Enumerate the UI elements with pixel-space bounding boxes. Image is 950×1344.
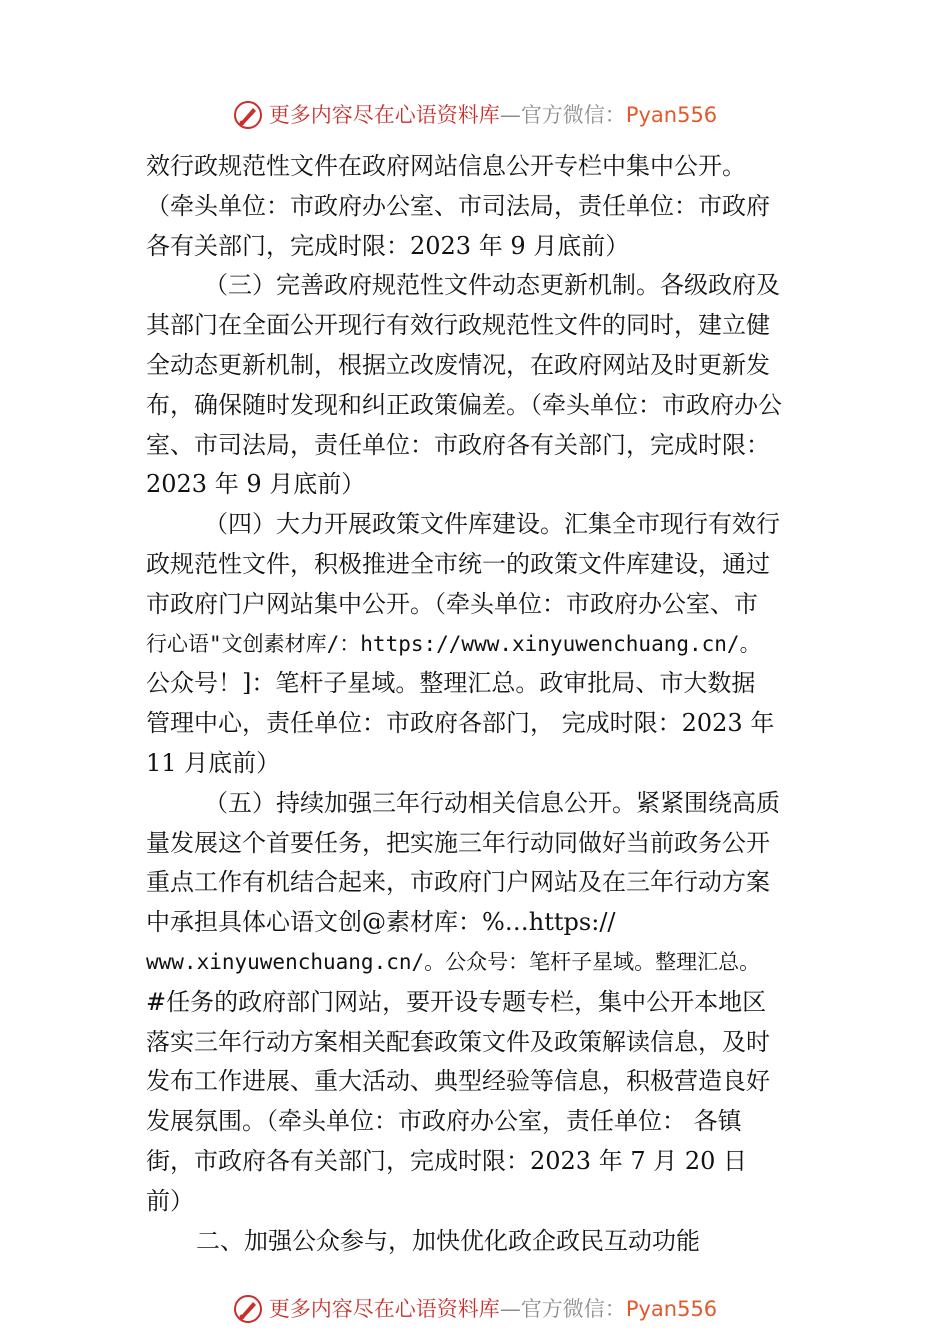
text-line: （牵头单位：市政府办公室、市司法局，责任单位：市政府 [146,191,770,220]
text-line: 室、市司法局，责任单位：市政府各有关部门，完成时限： [146,430,770,459]
banner-dash: — [499,103,521,127]
text-line: 效行政规范性文件在政府网站信息公开专栏中集中公开。 [146,152,746,180]
banner-wechat-label: 官方微信： [520,103,626,127]
banner-wechat-id: Pyan556 [625,1297,718,1321]
banner-wechat-id: Pyan556 [625,103,718,127]
document-body [146,147,836,1261]
banner-dash: — [499,1297,521,1321]
text-line: 各有关部门，完成时限：2023 年 9 月底前） [146,231,630,260]
text-line: 发布工作进展、重大活动、典型经验等信息，积极营造良好 [146,1067,770,1096]
text-line: （三）完善政府规范性文件动态更新机制。各级政府及 [204,271,780,300]
text-line: 前） [146,1186,194,1215]
text-line: 行心语"文创素材库/：https://www.xinyuwenchuang.cn/。 [146,631,761,656]
text-line: 布，确保随时发现和纠正政策偏差。（牵头单位：市政府办公 [146,390,782,419]
banner-wechat-label: 官方微信： [520,1297,626,1321]
brush-logo-icon [233,100,263,130]
text-line: 管理中心，责任单位：市政府各部门， 完成时限：2023 年 [146,709,775,738]
text-line: 街，市政府各有关部门，完成时限：2023 年 7 月 20 日 [146,1146,748,1175]
text-line: #任务的政府部门网站，要开设专题专栏，集中公开本地区 [146,987,767,1016]
brush-logo-icon [233,1294,263,1324]
text-line: 政规范性文件，积极推进全市统一的政策文件库建设，通过 [146,549,770,578]
text-line: 2023 年 9 月底前） [146,470,366,499]
footer-banner [0,1292,950,1326]
text-line: 11 月底前） [146,748,281,777]
text-line: 二、加强公众参与，加快优化政企政民互动功能 [196,1226,700,1255]
banner-main-text: 更多内容尽在心语资料库 [268,1297,500,1321]
text-line: 落实三年行动方案相关配套政策文件及政策解读信息，及时 [146,1027,770,1056]
text-line: 中承担具体心语文创@素材库：%…https:// [146,908,616,937]
text-line: 重点工作有机结合起来，市政府门户网站及在三年行动方案 [146,868,770,897]
text-line: （四）大力开展政策文件库建设。汇集全市现行有效行 [204,510,780,539]
text-line: 全动态更新机制，根据立改废情况，在政府网站及时更新发 [146,350,770,379]
text-line: （五）持续加强三年行动相关信息公开。紧紧围绕高质 [204,788,780,817]
header-banner [0,98,950,132]
text-line: 市政府门户网站集中公开。（牵头单位：市政府办公室、市 [146,589,758,618]
text-line: 公众号！]：笔杆子星域。整理汇总。政审批局、市大数据 [146,669,756,698]
text-line: 其部门在全面公开现行有效行政规范性文件的同时，建立健 [146,311,770,340]
text-line: 量发展这个首要任务，把实施三年行动同做好当前政务公开 [146,828,770,857]
text-line: 发展氛围。（牵头单位：市政府办公室，责任单位： 各镇 [146,1107,742,1136]
banner-main-text: 更多内容尽在心语资料库 [268,103,500,127]
text-line: www.xinyuwenchuang.cn/。公众号：笔杆子星域。整理汇总。 [146,949,761,974]
